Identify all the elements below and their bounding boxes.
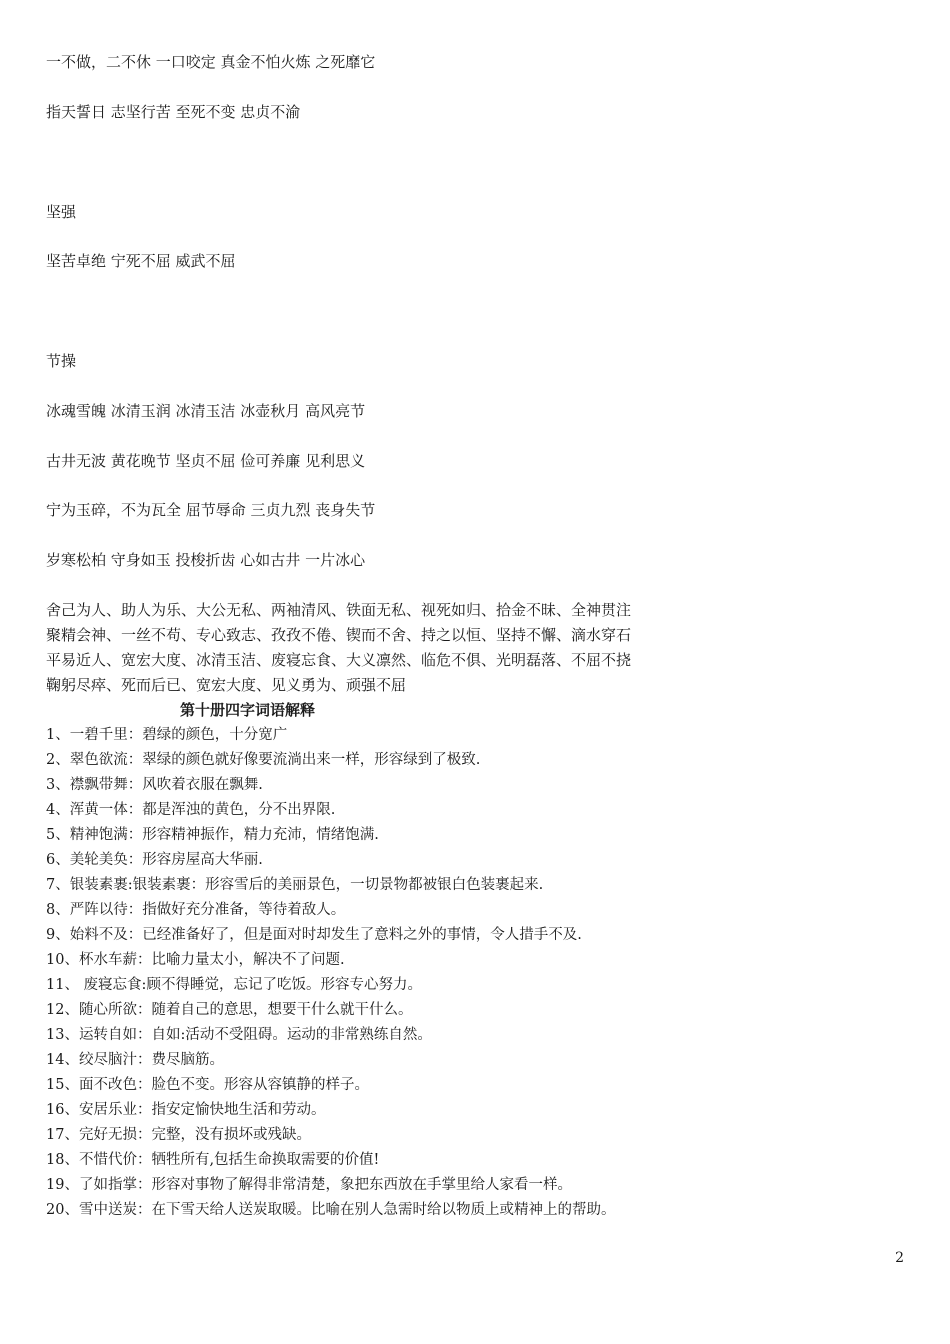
idiom-line-2: 指天誓日 志坚行苦 至死不变 忠贞不渝 [46,103,301,121]
list-item: 11、 废寝忘食:顾不得睡觉，忘记了吃饭。形容专心努力。 [46,977,422,993]
idiom-line-3: 坚苦卓绝 宁死不屈 威武不屈 [46,252,236,270]
list-item: 10、杯水车薪：比喻力量太小，解决不了问题. [46,952,345,968]
list-item: 5、精神饱满：形容精神振作，精力充沛，情绪饱满. [46,827,379,843]
idiom-line-6: 宁为玉碎，不为瓦全 屈节辱命 三贞九烈 丧身失节 [46,501,376,519]
idiom-line-7: 岁寒松柏 守身如玉 投梭折齿 心如古井 一片冰心 [46,551,366,569]
list-item: 8、严阵以待：指做好充分准备，等待着敌人。 [46,902,346,918]
list-item: 6、美轮美奂：形容房屋高大华丽. [46,852,263,868]
paragraph-line: 聚精会神、一丝不苟、专心致志、孜孜不倦、锲而不舍、持之以恒、坚持不懈、滴水穿石 [46,626,632,644]
list-item: 3、襟飘带舞：风吹着衣服在飘舞. [46,777,263,793]
list-item: 13、运转自如：自如:活动不受阻碍。运动的非常熟练自然。 [46,1027,432,1043]
list-item: 4、浑黄一体：都是浑浊的黄色，分不出界限. [46,802,336,818]
idiom-line-1: 一不做，二不休 一口咬定 真金不怕火炼 之死靡它 [46,53,376,71]
list-item: 2、翠色欲流：翠绿的颜色就好像要流淌出来一样，形容绿到了极致. [46,752,481,768]
list-item: 1、一碧千里：碧绿的颜色，十分宽广 [46,727,288,743]
list-item: 20、雪中送炭：在下雪天给人送炭取暖。比喻在别人急需时给以物质上或精神上的帮助。 [46,1202,616,1218]
list-item: 17、完好无损：完整，没有损坏或残缺。 [46,1127,311,1143]
list-item: 18、不惜代价：牺牲所有,包括生命换取需要的价值! [46,1152,380,1168]
list-item: 19、了如指掌：形容对事物了解得非常清楚，象把东西放在手掌里给人家看一样。 [46,1177,572,1193]
idiom-line-4: 冰魂雪魄 冰清玉润 冰清玉洁 冰壶秋月 高风亮节 [46,402,366,420]
list-item: 16、安居乐业：指安定愉快地生活和劳动。 [46,1102,326,1118]
list-item: 14、绞尽脑汁：费尽脑筋。 [46,1052,224,1068]
heading-jiecao: 节操 [46,352,77,370]
idiom-line-5: 古井无波 黄花晚节 坚贞不屈 俭可养廉 见利思义 [46,452,366,470]
list-item: 12、随心所欲：随着自己的意思，想要干什么就干什么。 [46,1002,413,1018]
section-title: 第十册四字词语解释 [180,701,316,719]
heading-jianqiang: 坚强 [46,203,77,221]
page-number: 2 [895,1250,904,1266]
definition-list [46,723,615,1223]
paragraph-line: 鞠躬尽瘁、死而后已、宽宏大度、见义勇为、顽强不屈 [46,676,407,694]
list-item: 7、银装素裹:银装素裹：形容雪后的美丽景色，一切景物都被银白色装裹起来. [46,877,544,893]
paragraph-line: 平易近人、宽宏大度、冰清玉洁、废寝忘食、大义凛然、临危不俱、光明磊落、不屈不挠 [46,651,632,669]
idiom-paragraph [46,598,631,698]
list-item: 15、面不改色：脸色不变。形容从容镇静的样子。 [46,1077,369,1093]
paragraph-line: 舍己为人、助人为乐、大公无私、两袖清风、铁面无私、视死如归、拾金不昧、全神贯注 [46,601,632,619]
list-item: 9、始料不及：已经准备好了，但是面对时却发生了意料之外的事情，令人措手不及. [46,927,582,943]
